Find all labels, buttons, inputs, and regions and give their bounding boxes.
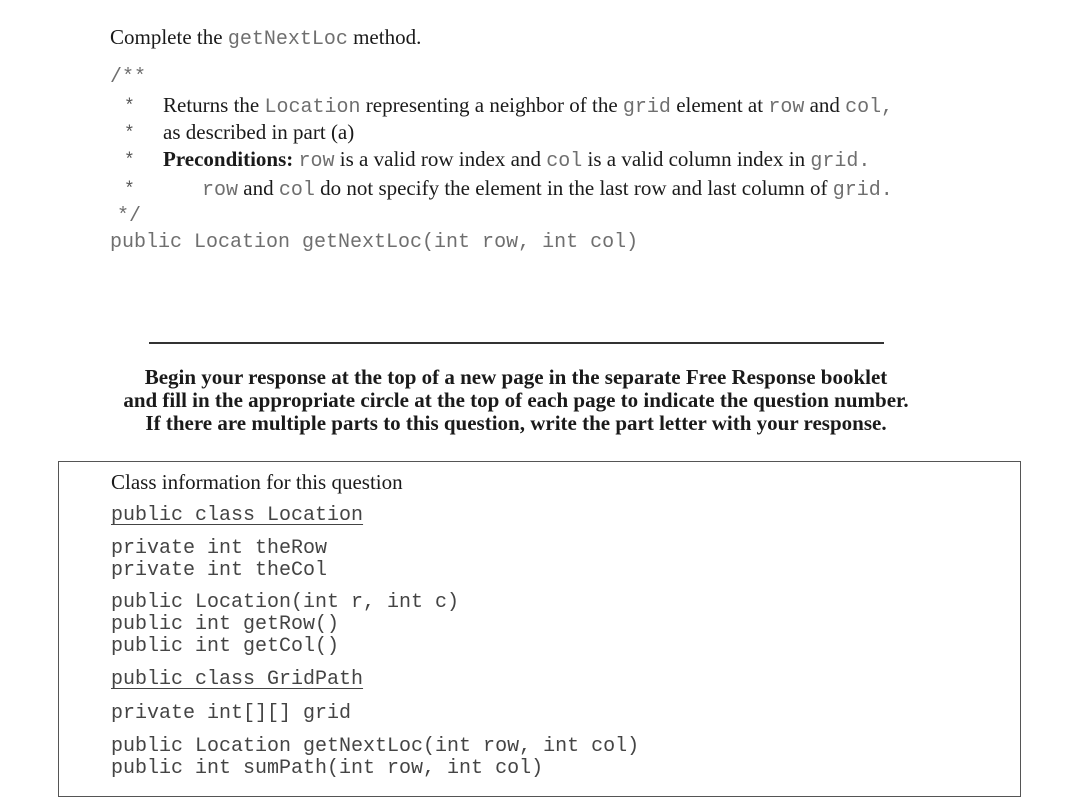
- instruction-line: and fill in the appropriate circle at the top of each page to indicate the question number.: [123, 388, 909, 412]
- comment-text: is a valid column index in: [587, 147, 806, 171]
- heading-method-name: getNextLoc: [227, 28, 348, 51]
- code-token: col: [546, 150, 583, 173]
- class-info-box: [58, 461, 1021, 797]
- divider-rule: [149, 342, 884, 344]
- gridpath-class-header: public class GridPath: [111, 668, 364, 691]
- comment-text: and: [243, 176, 274, 200]
- comment-star: *: [124, 124, 135, 144]
- location-field: private int theCol: [111, 559, 328, 582]
- code-token: col,: [845, 96, 894, 119]
- code-token: row: [298, 150, 335, 173]
- comment-line-4: [202, 178, 893, 201]
- comment-star: *: [124, 97, 135, 117]
- code-token: row: [768, 96, 805, 119]
- instruction-line: Begin your response at the top of a new page in the separate Free Response booklet: [144, 365, 888, 389]
- comment-text: do not specify the element in the last row and last column of: [320, 176, 828, 200]
- comment-open: /**: [110, 66, 147, 89]
- gridpath-method: public int sumPath(int row, int col): [111, 757, 544, 780]
- code-token: grid.: [810, 150, 871, 173]
- gridpath-field: private int[][] grid: [111, 702, 352, 725]
- comment-text: is a valid row index and: [339, 147, 541, 171]
- code-token: Location: [264, 96, 361, 119]
- comment-star: *: [124, 180, 135, 200]
- method-signature: public Location getNextLoc(int row, int col): [110, 231, 639, 254]
- comment-line-1: [163, 95, 893, 118]
- code-token: grid: [622, 96, 671, 119]
- comment-text: and: [809, 93, 840, 117]
- question-heading: [110, 27, 421, 50]
- comment-line-3: [163, 149, 870, 172]
- preconditions-label: Preconditions:: [163, 147, 294, 171]
- heading-prefix: Complete the: [110, 25, 223, 49]
- instruction-line: If there are multiple parts to this question, write the part letter with your response.: [145, 411, 887, 435]
- comment-close: */: [117, 205, 142, 228]
- heading-suffix: method.: [353, 25, 422, 49]
- comment-text: representing a neighbor of the: [365, 93, 618, 117]
- response-instructions: [0, 366, 1032, 435]
- code-token: row: [202, 179, 239, 202]
- gridpath-method: public Location getNextLoc(int row, int col): [111, 735, 640, 758]
- location-method: public Location(int r, int c): [111, 591, 460, 614]
- location-method: public int getCol(): [111, 635, 340, 658]
- location-field: private int theRow: [111, 537, 328, 560]
- class-info-title: Class information for this question: [111, 470, 403, 494]
- comment-line-2: as described in part (a): [163, 120, 355, 144]
- comment-star: *: [124, 151, 135, 171]
- comment-text: Returns the: [163, 93, 260, 117]
- code-token: grid.: [832, 179, 893, 202]
- location-method: public int getRow(): [111, 613, 340, 636]
- comment-text: element at: [676, 93, 764, 117]
- location-class-header: public class Location: [111, 504, 364, 527]
- code-token: col: [278, 179, 315, 202]
